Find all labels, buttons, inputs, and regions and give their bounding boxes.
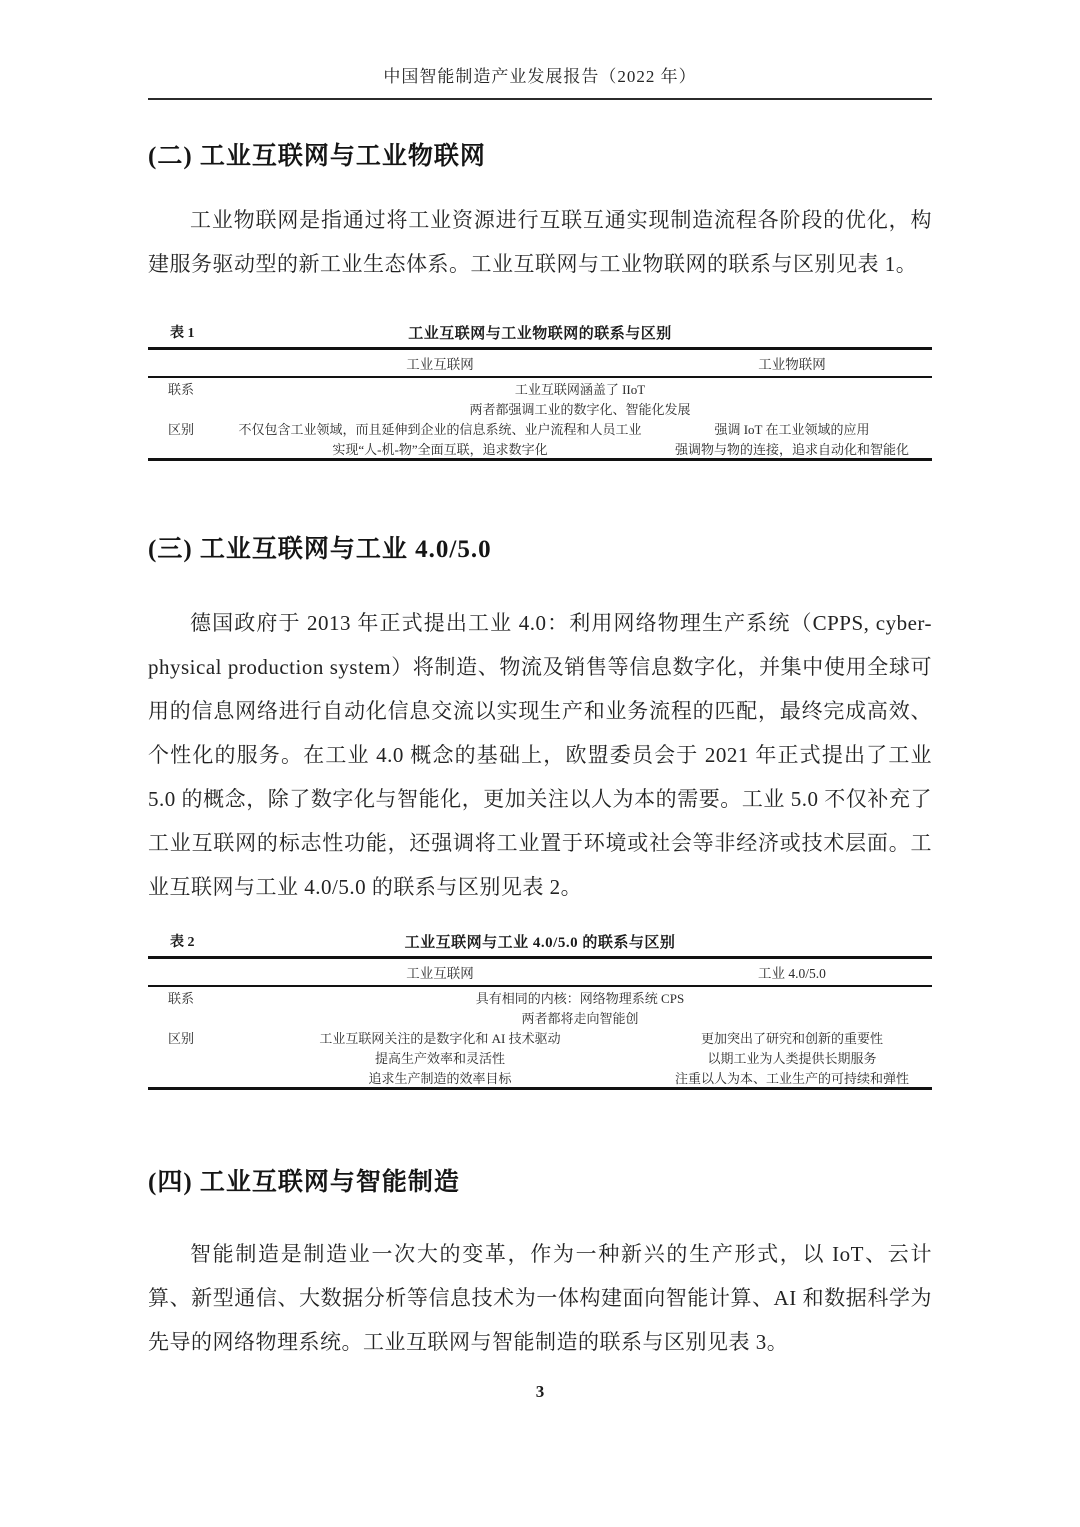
section-3-paragraph: 德国政府于 2013 年正式提出工业 4.0：利用网络物理生产系统（CPPS, cyber-physical production system）将制造、物流及销售等信息数字化，并集中使用全球可用的信息网络进行自动化信息交流以实现生产和业务流程的匹配，最终完成高效、个性化的服务。在工业 4.0 概念的基础上，欧盟委员会于 2021 年正式提出了工业 5.0 的概念，除了数字化与智能化，更加关注以人为本的需要。工业 5.0 不仅补充了工业互联网的标志性功能，还强调将工业置于环境或社会等非经济或技术层面。工业互联网与工业 4.0/5.0 的联系与区别见表 2。 [148,611,932,899]
table-cell: 强调 IoT 在工业领域的应用 [714,421,870,437]
table-1-caption-title: 工业互联网与工业物联网的联系与区别 [408,326,672,342]
table-cell: 提高生产效率和灵活性 [374,1050,505,1066]
table-2 [148,956,932,1090]
table-row [148,438,932,458]
table-cell: 区别 [168,421,195,437]
section-2-paragraph: 工业物联网是指通过将工业资源进行互联互通实现制造流程各阶段的优化，构建服务驱动型的新工业生态体系。工业互联网与工业物联网的联系与区别见表 1。 [148,208,932,276]
table-row [148,987,932,1007]
table-cell: 工业互联网关注的是数字化和 AI 技术驱动 [319,1030,561,1046]
table-2-header-row [148,959,932,987]
section-heading-4: (四) 工业互联网与智能制造 [148,1169,460,1196]
table-cell: 联系 [168,990,195,1006]
table-1-header-row [148,350,932,378]
table-cell: 不仅包含工业领域，而且延伸到企业的信息系统、业户流程和人员工业 [238,421,642,437]
table-row [148,1047,932,1067]
table-cell: 实现“人-机-物”全面互联，追求数字化 [332,441,548,457]
table-row [148,1067,932,1087]
table-cell: 注重以人为本、工业生产的可持续和弹性 [674,1070,909,1086]
table-row [148,1027,932,1047]
page-number: 3 [535,1382,545,1401]
header-rule [148,98,932,100]
table-cell: 更加突出了研究和创新的重要性 [700,1030,883,1046]
table-1-caption-label: 表 1 [170,326,195,341]
table-cell: 区别 [168,1030,195,1046]
table-cell: 工业互联网涵盖了 IIoT [514,381,646,397]
table-1-col-header-left: 工业互联网 [406,357,474,372]
table-1-caption [148,324,932,344]
table-2-col-header-right: 工业 4.0/5.0 [758,966,826,981]
section-heading-2: (二) 工业互联网与工业物联网 [148,143,486,170]
section-4-paragraph: 智能制造是制造业一次大的变革，作为一种新兴的生产形式，以 IoT、云计算、新型通信、大数据分析等信息技术为一体构建面向智能计算、AI 和数据科学为先导的网络物理系统。工业互联网与智能制造的联系与区别见表 3。 [148,1242,932,1354]
table-1-col-header-right: 工业物联网 [758,357,826,372]
table-cell: 追求生产制造的效率目标 [368,1070,512,1086]
table-row [148,398,932,418]
table-cell: 联系 [168,381,195,397]
running-header-title: 中国智能制造产业发展报告（2022 年） [383,67,697,86]
table-row [148,1007,932,1027]
table-1 [148,347,932,461]
table-row [148,378,932,398]
table-cell: 具有相同的内核：网络物理系统 CPS [475,990,685,1006]
table-row [148,418,932,438]
table-2-col-header-left: 工业互联网 [406,966,474,981]
table-cell: 两者都强调工业的数字化、智能化发展 [469,401,691,417]
table-cell: 以期工业为人类提供长期服务 [707,1050,877,1066]
table-2-caption [148,933,932,953]
table-cell: 强调物与物的连接，追求自动化和智能化 [674,441,909,457]
table-2-caption-label: 表 2 [170,935,195,950]
table-2-caption-title: 工业互联网与工业 4.0/5.0 的联系与区别 [404,935,676,951]
section-heading-3: (三) 工业互联网与工业 4.0/5.0 [148,536,492,563]
table-cell: 两者都将走向智能创 [521,1010,639,1026]
